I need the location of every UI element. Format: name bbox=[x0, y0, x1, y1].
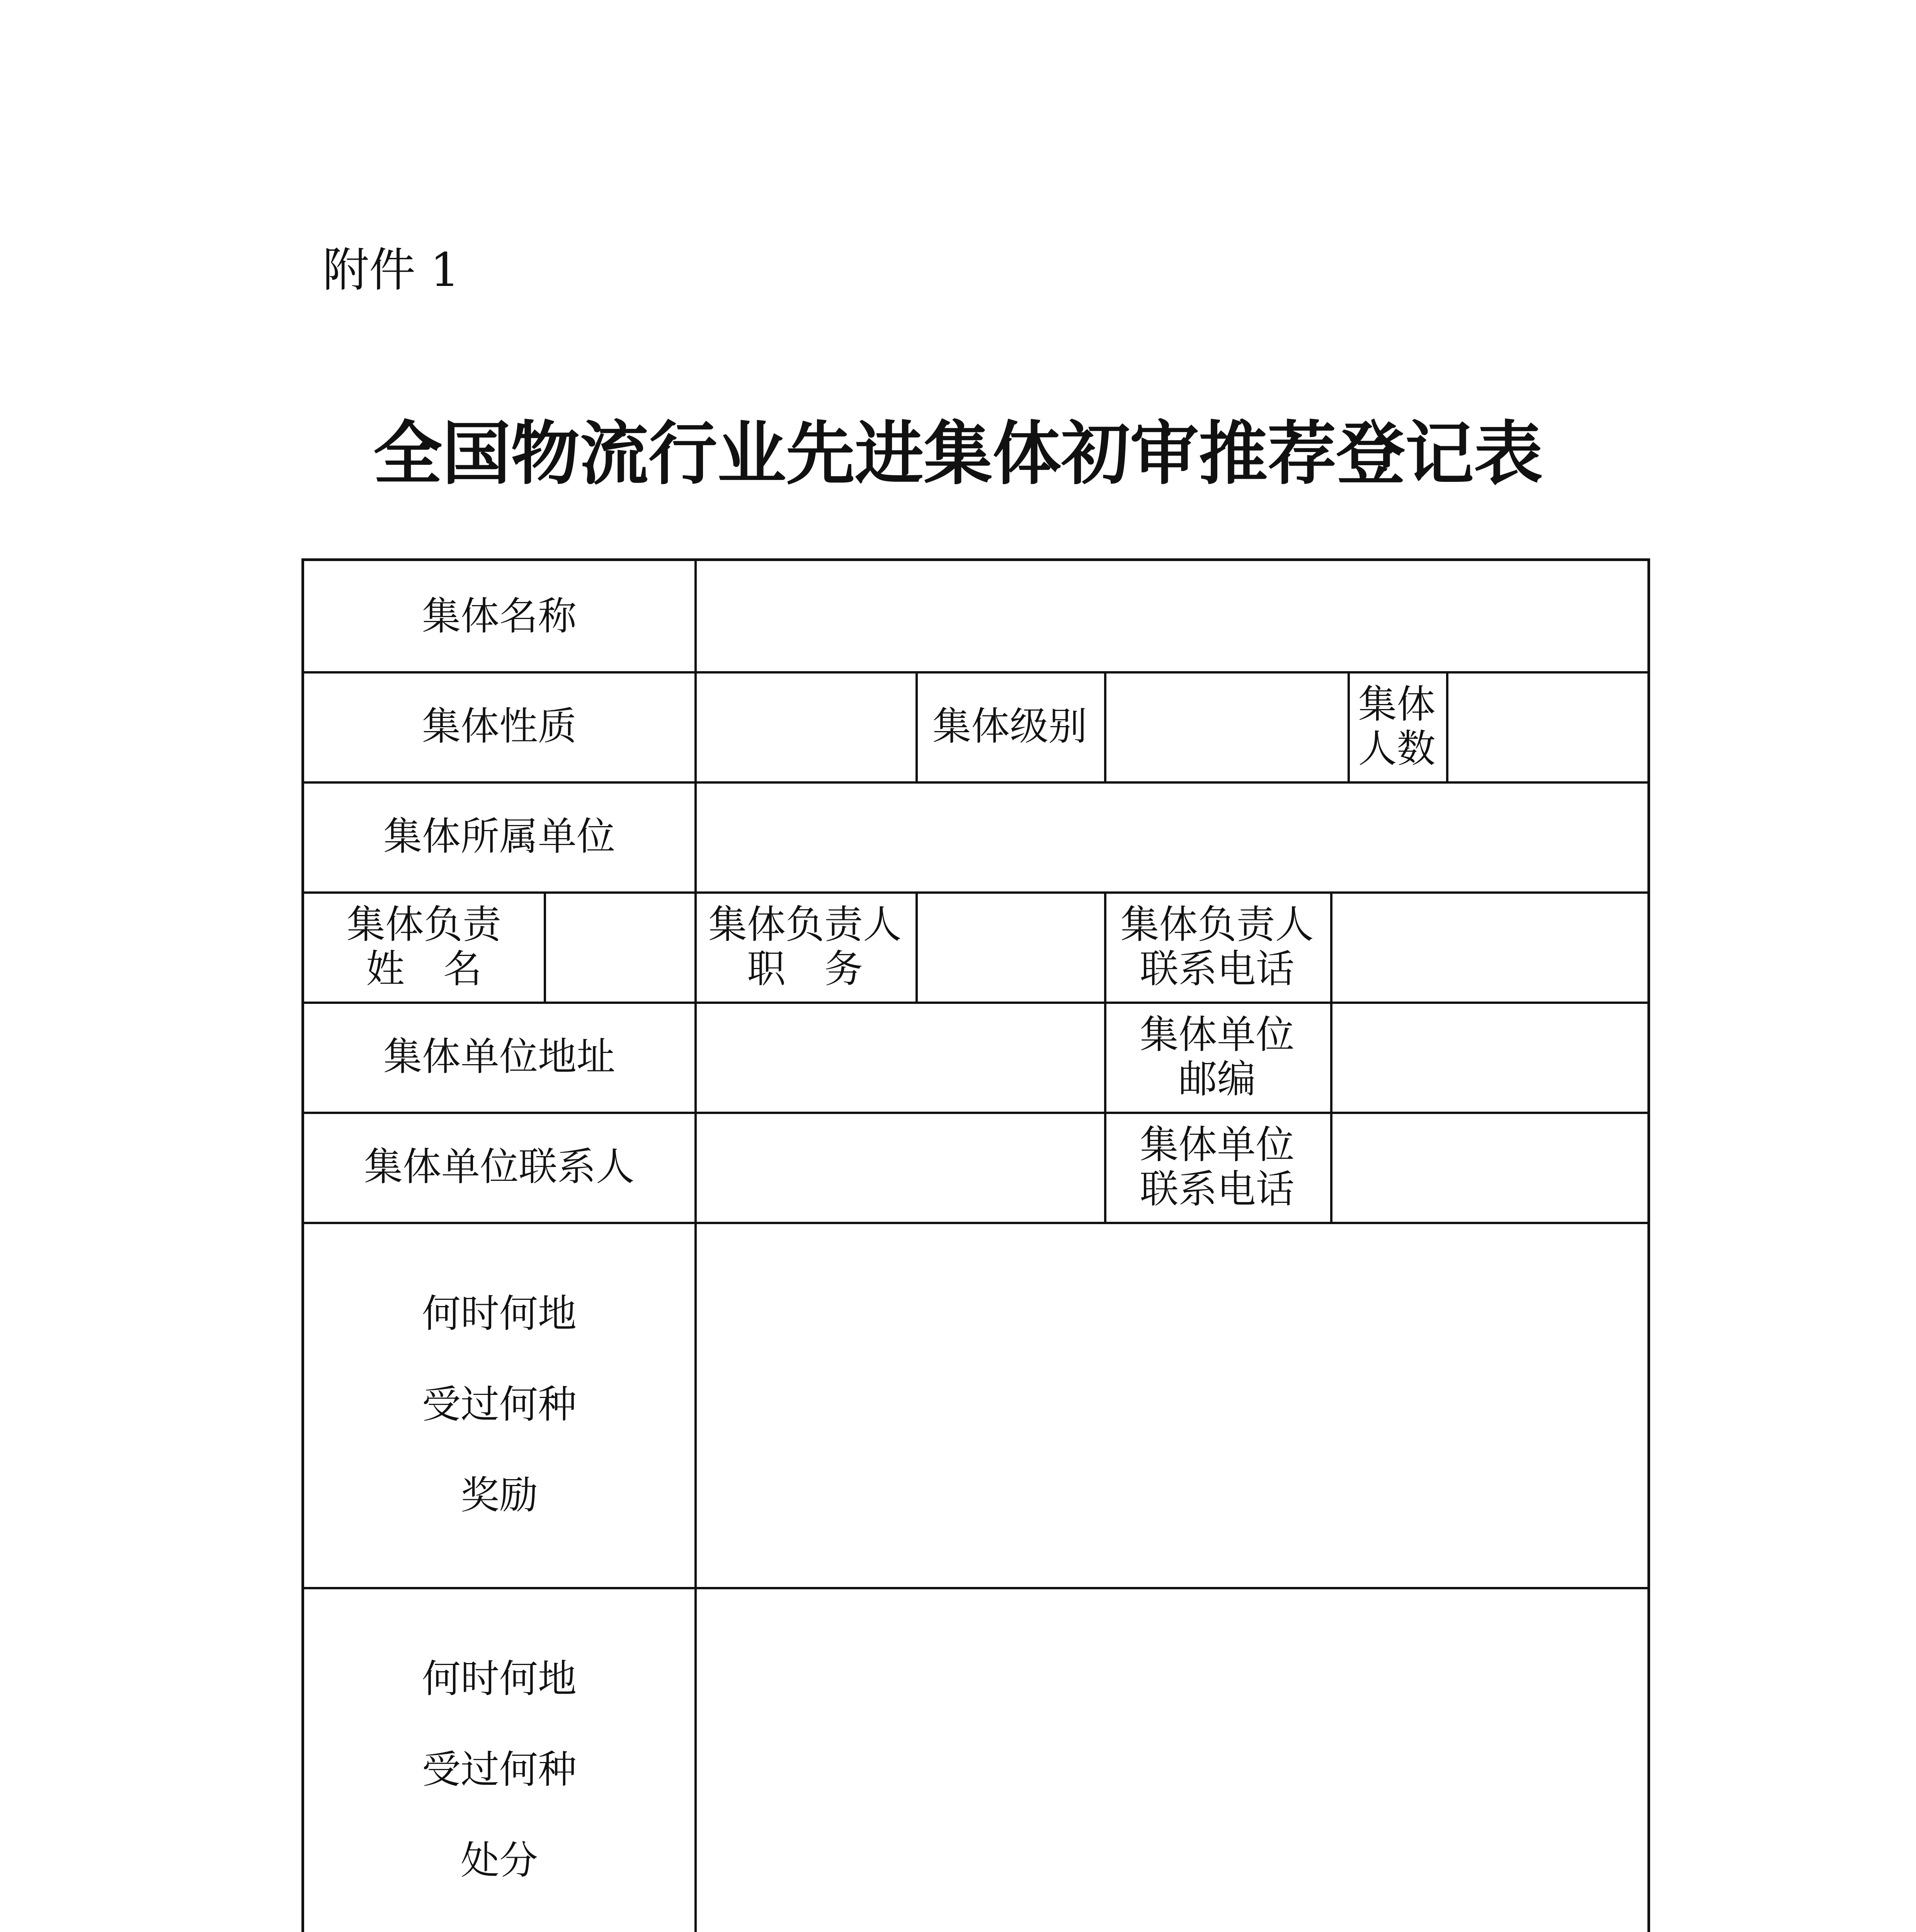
label-leader-phone-line2: 联系电话 bbox=[1140, 946, 1295, 992]
label-unit-postcode-line2: 邮编 bbox=[1178, 1056, 1256, 1102]
label-collective-name: 集体名称 bbox=[422, 594, 577, 639]
label-leader-name-line2: 姓 名 bbox=[366, 946, 482, 992]
label-punish-line2: 受过何种 bbox=[422, 1747, 577, 1792]
col-divider bbox=[1330, 891, 1332, 1222]
label-collective-count-line1: 集体 bbox=[1358, 681, 1436, 727]
registration-form bbox=[301, 558, 1650, 1932]
label-leader-name bbox=[304, 891, 544, 1002]
label-punish-line1: 何时何地 bbox=[422, 1656, 577, 1701]
col-divider bbox=[694, 561, 697, 1932]
label-leader-phone bbox=[1104, 891, 1330, 1002]
label-awards-line2: 受过何种 bbox=[422, 1382, 577, 1427]
label-leader-title-line2: 职 务 bbox=[747, 946, 863, 992]
label-unit-postcode-line1: 集体单位 bbox=[1140, 1012, 1295, 1057]
label-collective-count bbox=[1348, 671, 1446, 781]
label-unit-phone-line1: 集体单位 bbox=[1140, 1122, 1295, 1167]
label-affiliated-unit: 集体所属单位 bbox=[383, 814, 615, 859]
label-leader-name-line1: 集体负责 bbox=[347, 901, 501, 947]
col-divider bbox=[1104, 671, 1106, 781]
label-unit-phone-line2: 联系电话 bbox=[1140, 1166, 1295, 1212]
col-divider bbox=[544, 891, 546, 1002]
label-unit-postcode bbox=[1104, 1002, 1330, 1112]
label-punish-line3: 处分 bbox=[461, 1838, 538, 1883]
label-collective-level: 集体级别 bbox=[932, 704, 1087, 749]
label-awards-line1: 何时何地 bbox=[422, 1291, 577, 1336]
label-leader-title-line1: 集体负责人 bbox=[708, 901, 902, 947]
label-collective-count-line2: 人数 bbox=[1358, 726, 1436, 771]
label-awards-line3: 奖励 bbox=[461, 1473, 538, 1518]
label-leader-title bbox=[694, 891, 915, 1002]
label-punishments bbox=[304, 1587, 694, 1932]
attachment-label: 附件 1 bbox=[323, 243, 460, 297]
label-collective-nature: 集体性质 bbox=[422, 704, 577, 749]
label-leader-phone-line1: 集体负责人 bbox=[1120, 901, 1314, 947]
label-unit-contact: 集体单位联系人 bbox=[364, 1144, 635, 1189]
col-divider bbox=[915, 891, 918, 1002]
col-divider bbox=[1446, 671, 1448, 781]
label-unit-phone bbox=[1104, 1112, 1330, 1222]
label-unit-address: 集体单位地址 bbox=[383, 1034, 615, 1079]
form-title: 全国物流行业先进集体初审推荐登记表 bbox=[373, 413, 1543, 494]
label-awards bbox=[304, 1222, 694, 1587]
